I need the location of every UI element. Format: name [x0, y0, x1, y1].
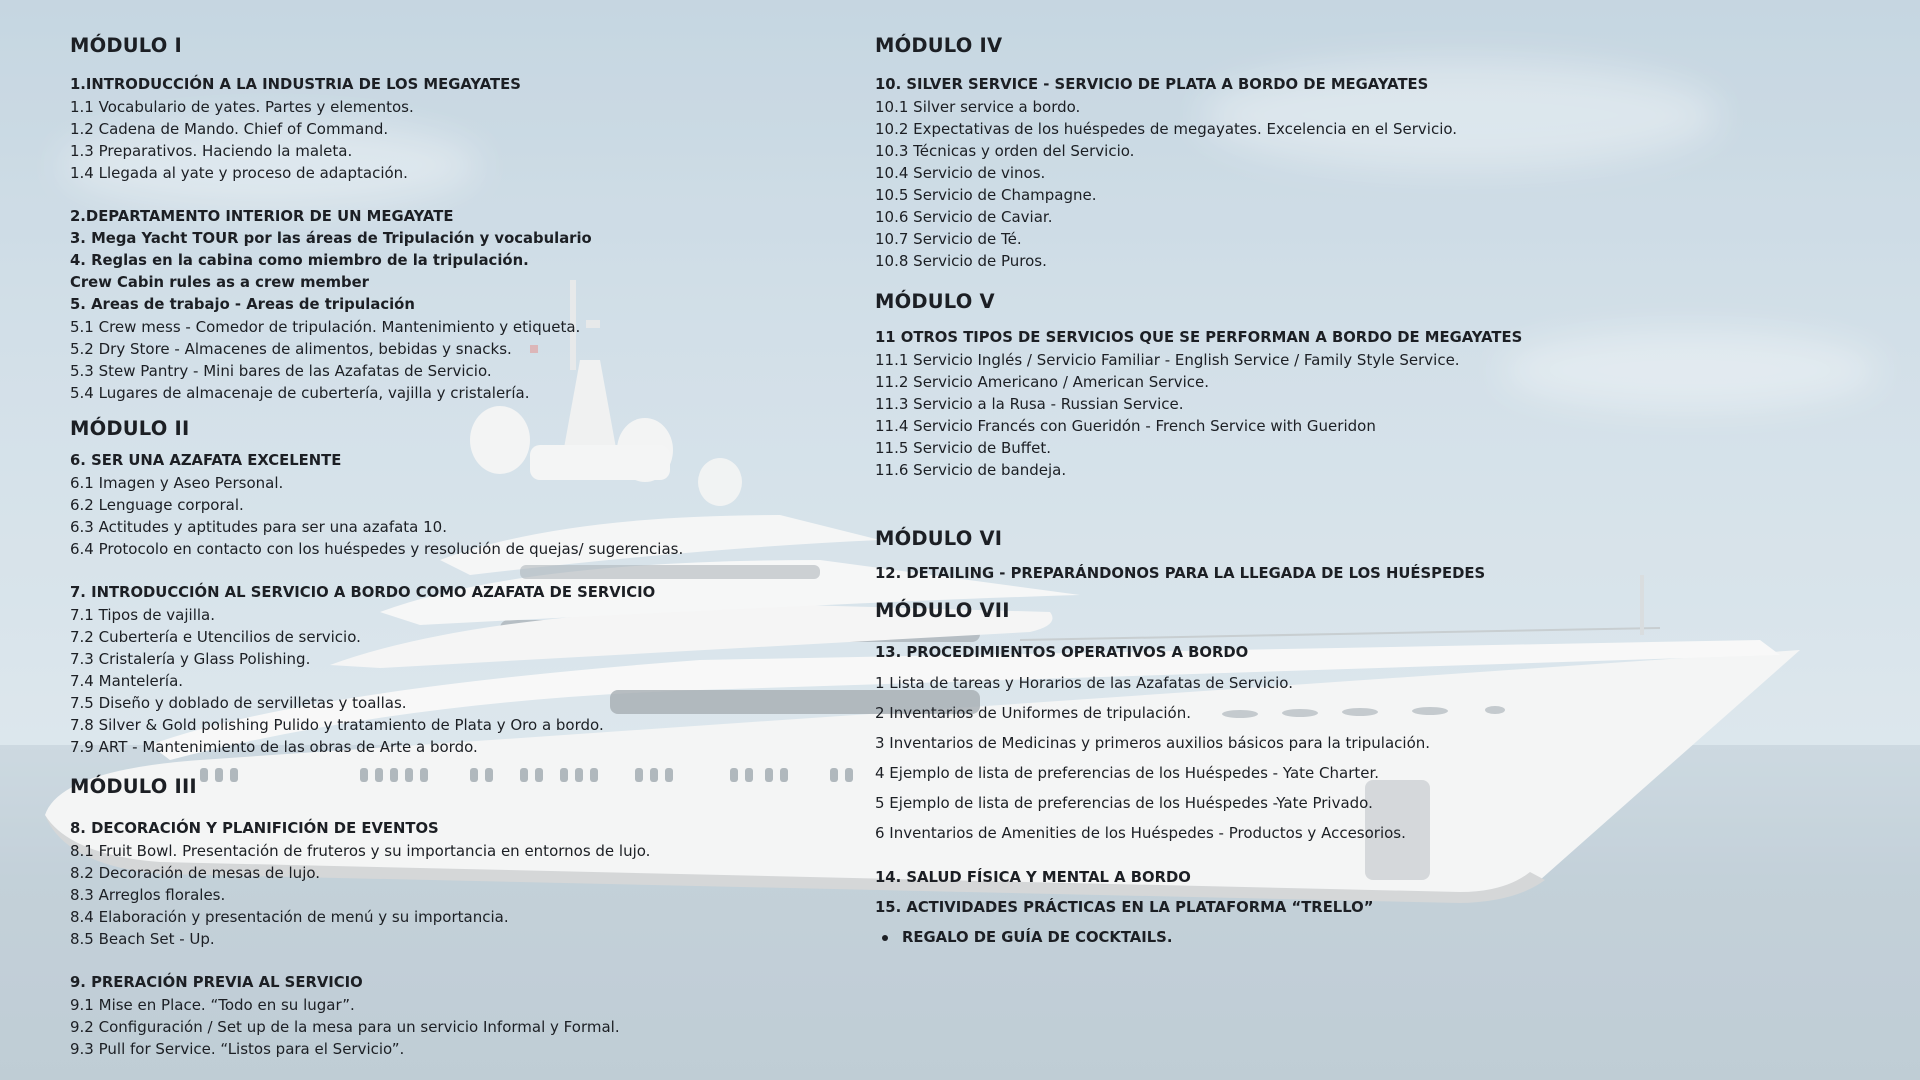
section-heading: 3. Mega Yacht TOUR por las áreas de Tripulación y vocabulario	[70, 230, 592, 247]
section-heading: 15. ACTIVIDADES PRÁCTICAS EN LA PLATAFORMA “TRELLO”	[875, 899, 1374, 916]
list-item: 7.2 Cubertería e Utencilios de servicio.	[70, 628, 361, 646]
list-item: 5.2 Dry Store - Almacenes de alimentos, bebidas y snacks.	[70, 340, 512, 358]
list-item: 10.4 Servicio de vinos.	[875, 164, 1046, 182]
list-item: 8.4 Elaboración y presentación de menú y su importancia.	[70, 908, 509, 926]
section-heading: 10. SILVER SERVICE - SERVICIO DE PLATA A BORDO DE MEGAYATES	[875, 76, 1429, 93]
list-item: 5.4 Lugares de almacenaje de cubertería, vajilla y cristalería.	[70, 384, 530, 402]
list-item: 10.6 Servicio de Caviar.	[875, 208, 1053, 226]
list-item: 7.8 Silver & Gold polishing Pulido y tratamiento de Plata y Oro a bordo.	[70, 716, 604, 734]
list-item: 10.7 Servicio de Té.	[875, 230, 1022, 248]
bullet-item: REGALO DE GUÍA DE COCKTAILS.	[902, 929, 1173, 946]
list-item: 10.1 Silver service a bordo.	[875, 98, 1081, 116]
list-item: 3 Inventarios de Medicinas y primeros auxilios básicos para la tripulación.	[875, 734, 1431, 752]
list-item: 6 Inventarios de Amenities de los Huéspedes - Productos y Accesorios.	[875, 824, 1406, 842]
module-title: MÓDULO I	[70, 34, 182, 57]
list-item: 8.3 Arreglos florales.	[70, 886, 226, 904]
section-heading: 5. Areas de trabajo - Areas de tripulación	[70, 296, 415, 313]
section-heading: 7. INTRODUCCIÓN AL SERVICIO A BORDO COMO AZAFATA DE SERVICIO	[70, 584, 656, 601]
list-item: 9.1 Mise en Place. “Todo en su lugar”.	[70, 996, 355, 1014]
section-heading: 8. DECORACIÓN Y PLANIFICIÓN DE EVENTOS	[70, 820, 439, 837]
section-heading: 1.INTRODUCCIÓN A LA INDUSTRIA DE LOS MEGAYATES	[70, 76, 521, 93]
section-heading: 9. PRERACIÓN PREVIA AL SERVICIO	[70, 974, 363, 991]
module-title: MÓDULO V	[875, 290, 995, 313]
section-heading: 11 OTROS TIPOS DE SERVICIOS QUE SE PERFORMAN A BORDO DE MEGAYATES	[875, 329, 1523, 346]
list-item: 1.1 Vocabulario de yates. Partes y elementos.	[70, 98, 414, 116]
module-title: MÓDULO VI	[875, 527, 1003, 550]
module-title: MÓDULO II	[70, 417, 190, 440]
module-title: MÓDULO IV	[875, 34, 1003, 57]
list-item: 10.8 Servicio de Puros.	[875, 252, 1047, 270]
list-item: 7.3 Cristalería y Glass Polishing.	[70, 650, 311, 668]
list-item: 5 Ejemplo de lista de preferencias de los Huéspedes -Yate Privado.	[875, 794, 1373, 812]
list-item: 11.2 Servicio Americano / American Service.	[875, 373, 1209, 391]
list-item: 1.4 Llegada al yate y proceso de adaptación.	[70, 164, 408, 182]
list-item: 10.5 Servicio de Champagne.	[875, 186, 1097, 204]
section-heading: 13. PROCEDIMIENTOS OPERATIVOS A BORDO	[875, 644, 1249, 661]
list-item: 11.4 Servicio Francés con Gueridón - French Service with Gueridon	[875, 417, 1376, 435]
list-item: 7.9 ART - Mantenimiento de las obras de Arte a bordo.	[70, 738, 478, 756]
section-heading: 6. SER UNA AZAFATA EXCELENTE	[70, 452, 342, 469]
list-item: 8.2 Decoración de mesas de lujo.	[70, 864, 321, 882]
section-heading: 12. DETAILING - PREPARÁNDONOS PARA LA LLEGADA DE LOS HUÉSPEDES	[875, 565, 1486, 582]
list-item: 7.1 Tipos de vajilla.	[70, 606, 215, 624]
section-heading: 4. Reglas en la cabina como miembro de la tripulación.	[70, 252, 529, 269]
list-item: 7.4 Mantelería.	[70, 672, 184, 690]
list-item: 5.3 Stew Pantry - Mini bares de las Azafatas de Servicio.	[70, 362, 492, 380]
list-item: 7.5 Diseño y doblado de servilletas y toallas.	[70, 694, 407, 712]
list-item: 6.3 Actitudes y aptitudes para ser una azafata 10.	[70, 518, 447, 536]
section-heading: 2.DEPARTAMENTO INTERIOR DE UN MEGAYATE	[70, 208, 454, 225]
section-heading: 14. SALUD FÍSICA Y MENTAL A BORDO	[875, 869, 1191, 886]
list-item: 6.1 Imagen y Aseo Personal.	[70, 474, 284, 492]
list-item: 6.4 Protocolo en contacto con los huéspedes y resolución de quejas/ sugerencias.	[70, 540, 684, 558]
module-title: MÓDULO III	[70, 775, 197, 798]
list-item: 10.3 Técnicas y orden del Servicio.	[875, 142, 1135, 160]
list-item: 8.5 Beach Set - Up.	[70, 930, 215, 948]
list-item: 9.3 Pull for Service. “Listos para el Servicio”.	[70, 1040, 405, 1058]
bullet-icon	[882, 935, 888, 941]
section-heading: Crew Cabin rules as a crew member	[70, 274, 369, 291]
list-item: 10.2 Expectativas de los huéspedes de megayates. Excelencia en el Servicio.	[875, 120, 1458, 138]
list-item: 6.2 Lenguage corporal.	[70, 496, 244, 514]
list-item: 11.5 Servicio de Buffet.	[875, 439, 1052, 457]
list-item: 8.1 Fruit Bowl. Presentación de fruteros y su importancia en entornos de lujo.	[70, 842, 651, 860]
list-item: 9.2 Configuración / Set up de la mesa para un servicio Informal y Formal.	[70, 1018, 620, 1036]
list-item: 11.6 Servicio de bandeja.	[875, 461, 1067, 479]
module-title: MÓDULO VII	[875, 599, 1010, 622]
list-item: 1.2 Cadena de Mando. Chief of Command.	[70, 120, 389, 138]
list-item: 1.3 Preparativos. Haciendo la maleta.	[70, 142, 353, 160]
list-item: 11.3 Servicio a la Rusa - Russian Service.	[875, 395, 1184, 413]
list-item: 4 Ejemplo de lista de preferencias de los Huéspedes - Yate Charter.	[875, 764, 1380, 782]
list-item: 2 Inventarios de Uniformes de tripulación.	[875, 704, 1191, 722]
list-item: 5.1 Crew mess - Comedor de tripulación. Mantenimiento y etiqueta.	[70, 318, 581, 336]
list-item: 11.1 Servicio Inglés / Servicio Familiar - English Service / Family Style Service.	[875, 351, 1460, 369]
list-item: 1 Lista de tareas y Horarios de las Azafatas de Servicio.	[875, 674, 1293, 692]
